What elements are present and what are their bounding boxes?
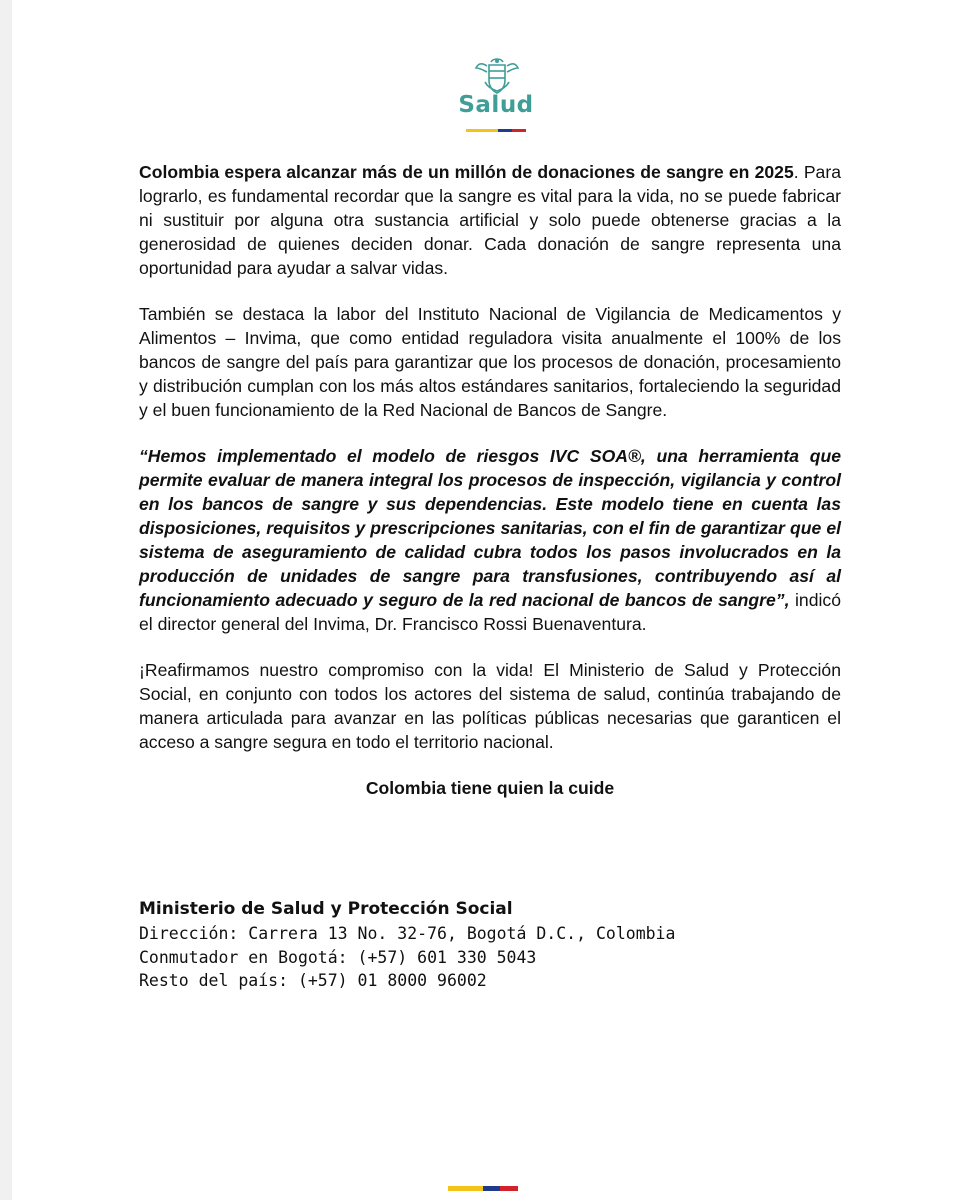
contact-block (139, 898, 739, 993)
paragraph-1 (139, 160, 841, 280)
headline-lead: Colombia espera alcanzar más de un millón de donaciones de sangre en 2025 (139, 162, 794, 182)
contact-phone-bogota: Conmutador en Bogotá: (+57) 601 330 5043 (139, 947, 537, 967)
slogan: Colombia tiene quien la cuide (365, 778, 615, 798)
paragraph-2: También se destaca la labor del Instituto Nacional de Vigilancia de Medicamentos y Alimentos – Invima, que como entidad reguladora visita anualmente el 100% de los bancos de sangre del país para garantizar que los procesos de donación, procesamiento y distribución cumplan con los más altos estándares sanitarios, fortaleciendo la seguridad y el buen funcionamiento de la Red Nacional de Bancos de Sangre. (139, 304, 841, 420)
logo-word: Salud (458, 92, 534, 118)
paragraph-4: ¡Reafirmamos nuestro compromiso con la vida! El Ministerio de Salud y Protección Social, en conjunto con todos los actores del sistema de salud, continúa trabajando de manera articulada para avanzar en las políticas públicas necesarias que garanticen el acceso a sangre segura en todo el territorio nacional. (139, 660, 841, 752)
paragraph-1-text: . Para lograrlo, es fundamental recordar que la sangre es vital para la vida, no se puede fabricar ni sustituir por alguna otra sustancia artificial y solo puede obtenerse gracias a la generosidad de quienes deciden donar. Cada donación de sangre representa una oportunidad para ayudar a salvar vidas. (139, 162, 841, 278)
paragraph-3 (139, 444, 841, 636)
footer-flag-stripe (448, 1186, 518, 1191)
coat-of-arms-icon (475, 56, 519, 96)
quote-attribution: indicó el director general del Invima, Dr. Francisco Rossi Buenaventura. (139, 590, 841, 634)
salud-logo (452, 52, 542, 136)
contact-phone-rest: Resto del país: (+57) 01 8000 96002 (139, 971, 487, 991)
director-quote: “Hemos implementado el modelo de riesgos IVC SOA®, una herramienta que permite evaluar de manera integral los procesos de inspección, vigilancia y control en los bancos de sangre y sus dependencias. Este modelo tiene en cuenta las disposiciones, requisitos y prescripciones sanitarias, con el fin de garantizar que el sistema de aseguramiento de calidad cubra todos los pasos involucrados en la producción de unidades de sangre para transfusiones, contribuyendo así al funcionamiento adecuado y seguro de la red nacional de bancos de sangre”, (139, 446, 841, 610)
document-page (12, 0, 953, 1200)
contact-org: Ministerio de Salud y Protección Social (139, 899, 513, 919)
logo-flag-stripe (466, 129, 526, 132)
press-release-body (139, 160, 841, 822)
contact-address: Dirección: Carrera 13 No. 32-76, Bogotá D.C., Colombia (139, 923, 676, 943)
